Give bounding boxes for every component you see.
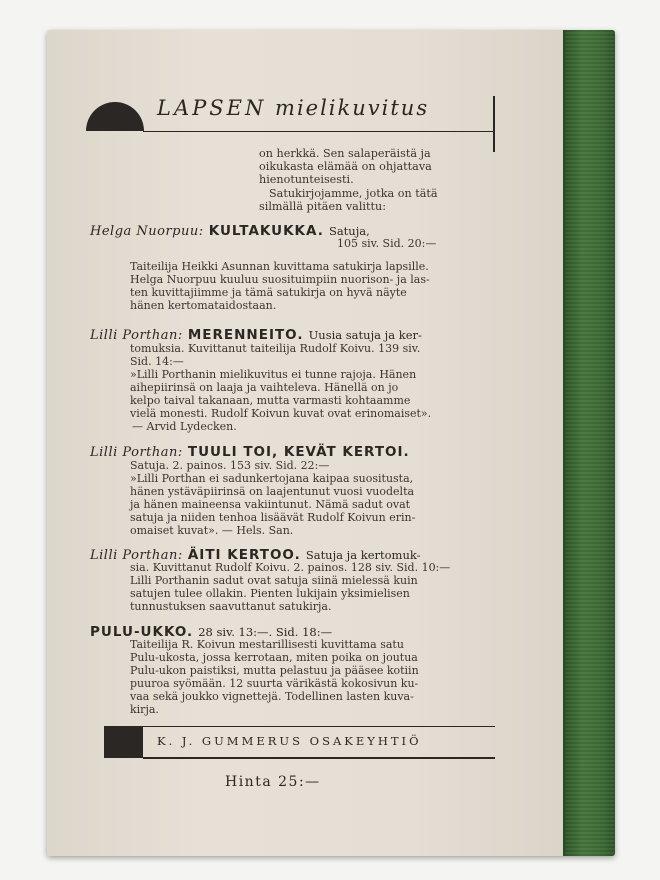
intro-line: oikukasta elämää on ohjattava [259, 160, 432, 174]
footer-block-ornament [104, 726, 143, 758]
intro-line: on herkkä. Sen salaperäistä ja [259, 147, 431, 160]
intro-line: hienotunteisesti. [259, 173, 354, 187]
entry-after-title: Satuja ja kertomuk- [305, 548, 421, 562]
footer-rule-top [143, 726, 495, 727]
entry-head-line: Satuja. 2. painos. 153 siv. Sid. 22:— [130, 459, 330, 472]
publisher-name: K. J. GUMMERUS OSAKEYHTIÖ [157, 734, 422, 748]
green-cloth-spine [563, 30, 615, 856]
entry-after-title: 28 siv. 13:—. Sid. 18:— [198, 625, 333, 639]
entry-merenneito-head [90, 324, 422, 343]
header-rule [143, 131, 495, 132]
entry-title: TUULI TOI, KEVÄT KERTOI. [187, 444, 410, 460]
intro-text [259, 147, 438, 213]
entry-title: KULTAKUKKA. [208, 223, 324, 239]
entry-body-line: aihepiirinsä on laaja ja vaihteleva. Hänellä on jo [130, 381, 399, 394]
entry-body-line: hänen kertomataidostaan. [130, 299, 277, 312]
entry-head-line: 105 siv. Sid. 20:— [337, 237, 437, 250]
entry-title: PULU-UKKO. [90, 624, 194, 640]
intro-line: silmällä pitäen valittu: [259, 199, 386, 213]
entry-author: Lilli Porthan: [90, 445, 183, 460]
entry-body-line: puuroa syömään. 12 suurta värikästä kokosivun ku- [130, 677, 419, 690]
header-title-rest: mielikuvitus [275, 96, 430, 120]
entry-body-line: Helga Nuorpuu kuuluu suosituimpiin nuorison- ja las- [130, 273, 430, 286]
entry-body-line: »Lilli Porthan ei sadunkertojana kaipaa suositusta, [130, 472, 414, 485]
entry-tuuli-head [90, 441, 410, 460]
entry-body-line: Taiteilija Heikki Asunnan kuvittama satukirja lapsille. [130, 260, 429, 273]
entry-kultakukka-body [130, 260, 430, 312]
entry-body-line: vaa sekä joukko vignettejä. Todellinen lasten kuva- [130, 690, 414, 703]
entry-body-line: Taiteilija R. Koivun mestarillisesti kuvittama satu [130, 638, 404, 651]
header-title [157, 96, 429, 120]
entry-title: MERENNEITO. [187, 327, 304, 343]
intro-line: Satukirjojamme, jotka on tätä [269, 186, 438, 200]
entry-body-line: omaiset kuvat». — Hels. San. [130, 524, 294, 537]
entry-body-line: kirja. [130, 703, 159, 716]
entry-after-title: Uusia satuja ja ker- [308, 328, 422, 342]
entry-puluukko-body [130, 638, 419, 716]
price-label: Hinta 25:— [225, 774, 321, 790]
entry-body-line: kelpo taival takanaan, mutta varmasti kohtaamme [130, 394, 411, 407]
entry-head-line: Sid. 14:— [130, 355, 184, 368]
entry-after-title: Satuja, [328, 224, 370, 238]
footer-rule-bottom [143, 757, 495, 759]
entry-aiti-body [130, 561, 450, 613]
entry-author: Lilli Porthan: [90, 548, 183, 563]
entry-head-line: tomuksia. Kuvittanut taiteilija Rudolf Koivu. 139 siv. [130, 342, 421, 355]
entry-body-line: vielä monesti. Rudolf Koivun kuvat ovat erinomaiset». [130, 407, 432, 420]
entry-body-line: Lilli Porthanin sadut ovat satuja siinä mielessä kuin [130, 574, 418, 587]
entry-author: Helga Nuorpuu: [90, 224, 204, 239]
entry-body-line: Pulu-ukon paistiksi, mutta pelastuu ja pääsee kotiin [130, 664, 419, 677]
entry-body-line: satujen tulee ollakin. Pienten lukijain yksimielisen [130, 587, 410, 600]
entry-body-line: tunnustuksen saavuttanut satukirja. [130, 600, 332, 613]
entry-tuuli-body [130, 459, 415, 537]
entry-title: ÄITI KERTOO. [187, 547, 301, 563]
entry-kultakukka-price [337, 237, 436, 250]
entry-author: Lilli Porthan: [90, 328, 183, 343]
entry-kultakukka-head [90, 220, 370, 239]
entry-body-line: ja hänen maineensa vakiintunut. Nämä sadut ovat [130, 498, 411, 511]
entry-body-line: ten kuvittajiimme ja tämä satukirja on hyvä näyte [130, 286, 407, 299]
entry-merenneito-body [130, 342, 431, 433]
header-vertical-rule [493, 96, 495, 152]
entry-body-line: Pulu-ukosta, jossa kerrotaan, miten poika on joutua [130, 651, 418, 664]
header-title-caps: LAPSEN [157, 96, 267, 120]
entry-body-line: satuja ja niiden tenhoa lisäävät Rudolf Koivun erin- [130, 511, 416, 524]
entry-body-line: hänen ystäväpiirinsä on laajentunut vuosi vuodelta [130, 485, 415, 498]
entry-body-line: »Lilli Porthanin mielikuvitus ei tunne rajoja. Hänen [130, 368, 417, 381]
entry-body-line: — Arvid Lydecken. [132, 420, 237, 433]
entry-head-line: sia. Kuvittanut Rudolf Koivu. 2. painos. 128 siv. Sid. 10:— [130, 561, 451, 574]
book-back-cover [47, 30, 615, 856]
